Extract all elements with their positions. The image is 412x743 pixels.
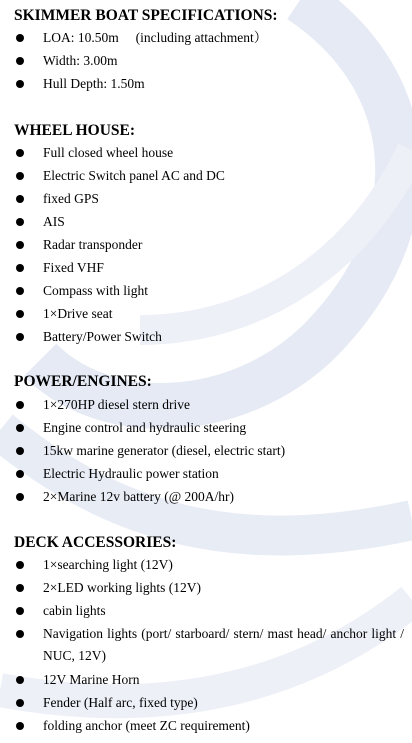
bullet-icon xyxy=(16,676,24,684)
bullet-icon xyxy=(16,264,24,272)
bullet-icon xyxy=(16,218,24,226)
section-title-deck-accessories: DECK ACCESSORIES: xyxy=(14,534,177,551)
bullet-icon xyxy=(16,333,24,341)
bullet-icon xyxy=(16,195,24,203)
bullet-icon xyxy=(16,607,24,615)
bullet-icon xyxy=(16,401,24,409)
bullet-icon xyxy=(16,287,24,295)
bullet-icon xyxy=(16,561,24,569)
bullet-icon xyxy=(16,699,24,707)
bullet-icon xyxy=(16,447,24,455)
bullet-icon xyxy=(16,493,24,501)
bullet-icon xyxy=(16,241,24,249)
bullet-icon xyxy=(16,57,24,65)
section-title-specifications: SKIMMER BOAT SPECIFICATIONS: xyxy=(14,7,278,24)
bullet-icon xyxy=(16,310,24,318)
bullet-icon xyxy=(16,630,24,638)
section-title-power-engines: POWER/ENGINES: xyxy=(14,373,152,390)
bullet-icon xyxy=(16,424,24,432)
bullet-icon xyxy=(16,80,24,88)
bullet-icon xyxy=(16,172,24,180)
bullet-icon xyxy=(16,470,24,478)
section-title-wheel-house: WHEEL HOUSE: xyxy=(14,122,136,139)
bullet-icon xyxy=(16,149,24,157)
bullet-icon xyxy=(16,584,24,592)
bullet-icon xyxy=(16,34,24,42)
bullet-icon xyxy=(16,722,24,730)
